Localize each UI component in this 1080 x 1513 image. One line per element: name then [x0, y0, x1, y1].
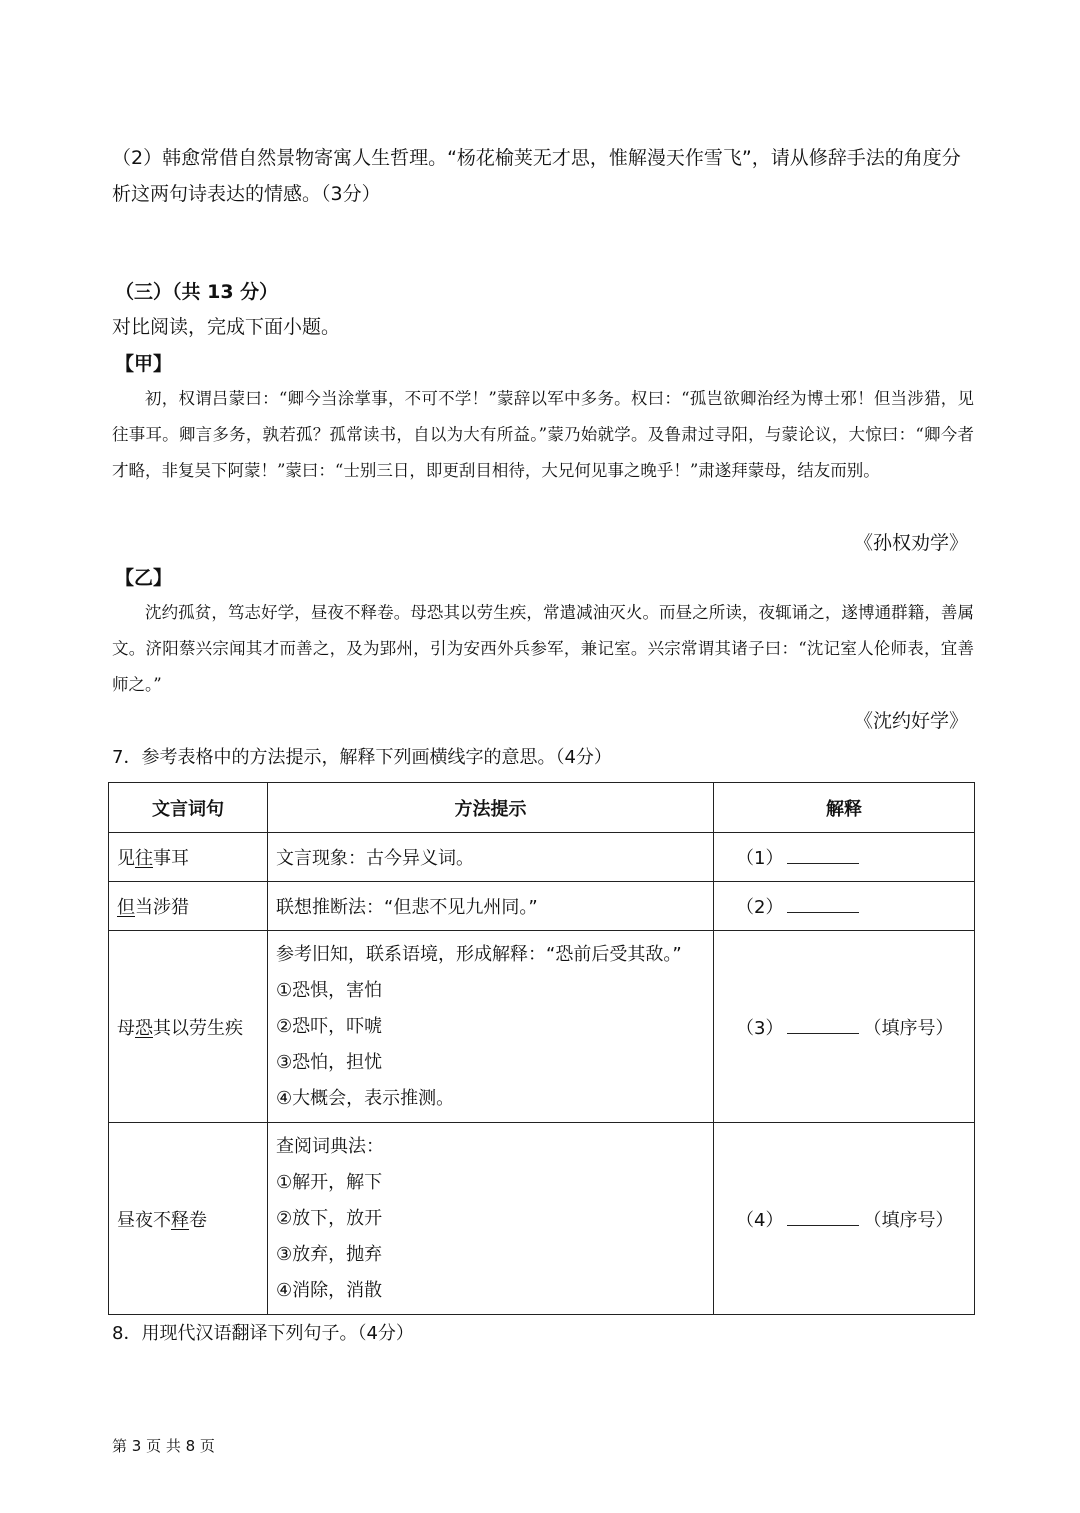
phrase-cell: 昼夜不释卷 — [109, 1123, 268, 1315]
answer-blank-1[interactable] — [787, 849, 859, 864]
hint-cell — [268, 1123, 714, 1315]
page-footer: 第 3 页 共 8 页 — [112, 1437, 215, 1455]
answer-cell: （2） — [714, 882, 975, 931]
hint-line: 查阅词典法： — [276, 1135, 384, 1157]
hint-cell: 文言现象：古今异义词。 — [268, 833, 714, 882]
passage-b-source: 《沈约好学》 — [853, 710, 968, 732]
table-row — [109, 882, 975, 931]
underlined-char: 释 — [171, 1209, 189, 1231]
hint-option: ②恐吓，吓唬 — [276, 1015, 383, 1037]
hint-option: ③恐怕，担忧 — [276, 1051, 383, 1073]
answer-cell: （3） （填序号） — [714, 931, 975, 1123]
hint-line: 参考旧知，联系语境，形成解释：“恐前后受其敌。” — [276, 943, 682, 965]
table-header-row — [109, 783, 975, 833]
hint-option: ①解开，解下 — [276, 1171, 383, 1193]
passage-a-source: 《孙权劝学》 — [853, 532, 968, 554]
passage-a-text: 初，权谓吕蒙曰：“卿今当涂掌事，不可不学！”蒙辞以军中多务。权曰：“孤岂欲卿治经为博士邪！但当涉猎，见往事耳。卿言多务，孰若孤？孤常读书，自以为大有所益。”蒙乃始就学。及鲁肃过寻阳，与蒙论议，大惊曰：“卿今者才略，非复吴下阿蒙！”蒙曰：“士别三日，即更刮目相待，大兄何见事之晚乎！”肃遂拜蒙母，结友而别。 — [112, 389, 974, 480]
table-row — [109, 1123, 975, 1315]
hint-cell — [268, 931, 714, 1123]
hint-option: ①恐惧，害怕 — [276, 979, 383, 1001]
passage-b-text: 沈约孤贫，笃志好学，昼夜不释卷。母恐其以劳生疾，常遣减油灭火。而昼之所读，夜辄诵之，遂博通群籍，善属文。济阳蔡兴宗闻其才而善之，及为郢州，引为安西外兵参军，兼记室。兴宗常谓其诸子曰：“沈记室人伦师表，宜善师之。” — [112, 603, 974, 694]
header-method: 方法提示 — [268, 783, 714, 833]
answer-cell: （1） — [714, 833, 975, 882]
phrase-cell: 见往事耳 — [109, 833, 268, 882]
passage-a-label: 【甲】 — [115, 353, 173, 375]
question-8-prompt: 8．用现代汉语翻译下列句子。（4分） — [112, 1323, 414, 1344]
underlined-char: 但 — [117, 897, 135, 918]
hint-cell: 联想推断法：“但悲不见九州同。” — [268, 882, 714, 931]
underlined-char: 恐 — [135, 1017, 153, 1039]
table-row — [109, 931, 975, 1123]
header-phrase: 文言词句 — [109, 783, 268, 833]
phrase-cell: 母恐其以劳生疾 — [109, 931, 268, 1123]
section-3-title: （三）（共 13 分） — [115, 281, 279, 303]
question-2-text: （2）韩愈常借自然景物寄寓人生哲理。“杨花榆荚无才思，惟解漫天作雪飞”，请从修辞手法的角度分析这两句诗表达的情感。（3分） — [112, 147, 961, 205]
underlined-char: 往 — [135, 848, 153, 869]
answer-cell: （4） （填序号） — [714, 1123, 975, 1315]
answer-blank-4[interactable] — [787, 1211, 859, 1226]
method-hint-table — [108, 782, 975, 1315]
header-explanation: 解释 — [714, 783, 975, 833]
phrase-cell: 但当涉猎 — [109, 882, 268, 931]
hint-option: ④消除，消散 — [276, 1279, 383, 1301]
hint-option: ②放下，放开 — [276, 1207, 383, 1229]
answer-blank-2[interactable] — [787, 898, 859, 913]
hint-option: ③放弃，抛弃 — [276, 1243, 383, 1265]
answer-blank-3[interactable] — [787, 1019, 859, 1034]
hint-option: ④大概会，表示推测。 — [276, 1087, 455, 1109]
section-3-instruction: 对比阅读，完成下面小题。 — [112, 316, 341, 338]
table-row — [109, 833, 975, 882]
question-7-prompt: 7．参考表格中的方法提示，解释下列画横线字的意思。（4分） — [112, 747, 612, 768]
passage-b-label: 【乙】 — [115, 567, 173, 589]
